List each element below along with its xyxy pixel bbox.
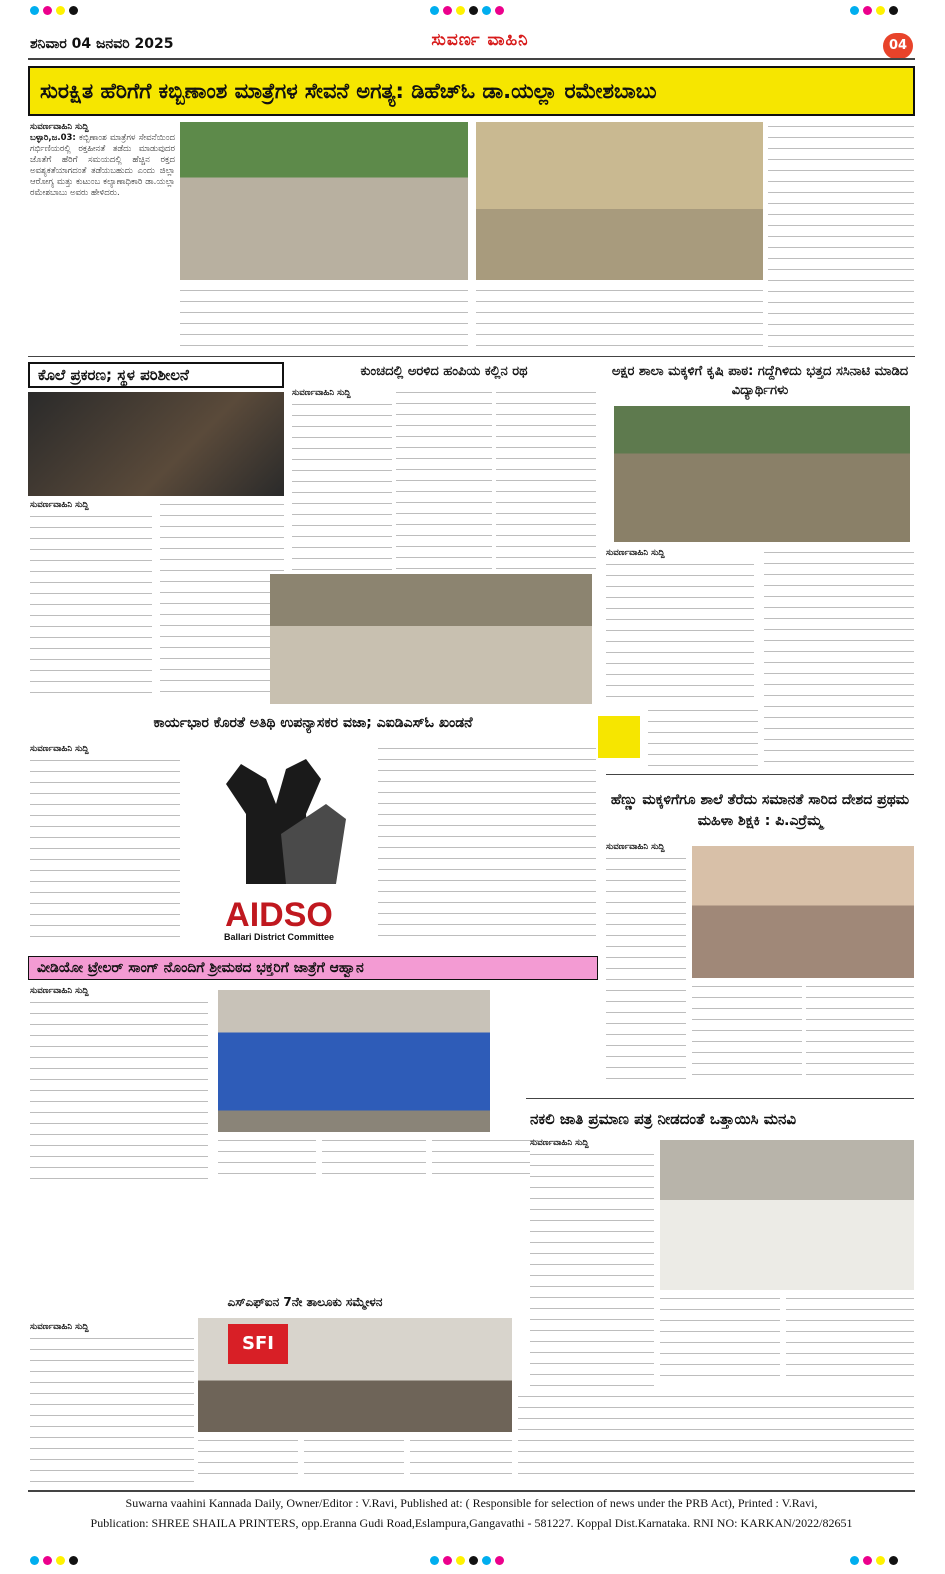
story8-photo [660,1140,914,1290]
masthead-title: ಸುವರ್ಣ ವಾಹಿನಿ [431,30,529,50]
registration-marks-top-center [430,6,520,16]
story7-body-col4 [432,1136,538,1184]
story6-body-col1 [606,854,686,1084]
registration-marks-bottom-left [30,1556,90,1566]
story3-body-col1 [292,400,392,570]
header-rule [28,58,915,60]
story9-body-col2 [198,1436,298,1482]
lead-dateline: ಬಳ್ಳಾರಿ,ಜ.03: [30,133,76,143]
lead-body-col1 [30,122,175,350]
story4-body-col1 [606,560,754,702]
story4-body-col2 [764,548,914,766]
story2-byline: ಸುವರ್ಣವಾಹಿನಿ ಸುದ್ದಿ [30,500,89,510]
story3-photo [270,574,592,704]
aidso-logo-text: AIDSO [225,896,333,934]
story2-body-col1 [30,512,152,702]
lead-photo-1 [180,122,468,280]
story7-byline: ಸುವರ್ಣವಾಹಿನಿ ಸುದ್ದಿ [30,986,89,996]
registration-marks-top-right [850,6,910,16]
story4-body-col3 [648,706,758,766]
footer-rule [28,1490,915,1492]
lead-headline: ಸುರಕ್ಷಿತ ಹೆರಿಗೆಗೆ ಕಬ್ಬಿಣಾಂಶ ಮಾತ್ರೆಗಳ ಸೇವನೆ ಅಗತ್ಯ: ಡಿಹೆಚ್‌ಓ ಡಾ.ಯಲ್ಲಾ ರಮೇಶಬಾಬು [28,66,915,116]
aidso-logo-sub: Ballari District Committee [223,932,335,942]
story9-photo [198,1318,512,1432]
story6-body-col2 [692,982,802,1084]
story3-body-col3 [496,388,596,570]
footer-imprint-line2: Publication: SHREE SHAILA PRINTERS, opp.Eranna Gudi Road,Eslampura,Gangavathi - 581227. Koppal Dist.Karnataka. RNI NO: KARKAN/2022/82651 [90,1516,853,1530]
story6-photo [692,846,914,978]
story9-byline: ಸುವರ್ಣವಾಹಿನಿ ಸುದ್ದಿ [30,1322,89,1332]
story6-byline: ಸುವರ್ಣವಾಹಿನಿ ಸುದ್ದಿ [606,842,665,852]
story8-byline: ಸುವರ್ಣವಾಹಿನಿ ಸುದ್ದಿ [530,1138,589,1148]
section-divider [28,356,915,357]
story2-headline-box [28,362,284,388]
story5-headline: ಕಾರ್ಯಭಾರ ಕೊರತೆ ಅತಿಥಿ ಉಪನ್ಯಾಸಕರ ವಜಾ; ಎಐಡಿಎಸ್‌ಓ ಖಂಡನೆ [153,715,473,731]
story7-headline: ವೀಡಿಯೋ ಟ್ರೇಲರ್ ಸಾಂಗ್ ನೊಂದಿಗೆ ಶ್ರೀಮಠದ ಭಕ್ತರಿಗೆ ಜಾತ್ರೆಗೆ ಆಹ್ವಾನ [37,960,364,976]
story3-body-col2 [396,388,492,570]
raised-fist-icon [186,744,372,894]
story9-body-col4 [410,1436,512,1482]
masthead [405,30,555,56]
story8-body-col3 [786,1294,914,1386]
story6-body-col3 [806,982,914,1084]
story7-body-col3 [322,1136,426,1184]
lead-body-col3 [476,286,763,350]
story3-headline-box [290,362,598,384]
story7-body-col1 [30,998,208,1184]
story9-body-col1 [30,1334,194,1482]
story9-body-col3 [304,1436,404,1482]
story8-rule [526,1098,914,1099]
story2-photo [28,392,284,496]
story4-photo [614,406,910,542]
registration-marks-bottom-center [430,1556,520,1566]
story7-photo [218,990,490,1132]
aidso-logo [186,744,372,942]
yellow-ad-box [598,716,640,758]
story4-headline: ಅಕ್ಷರ ಶಾಲಾ ಮಕ್ಕಳಿಗೆ ಕೃಷಿ ಪಾಠ: ಗದ್ದೆಗಿಳಿದು ಭತ್ತದ ಸಸಿನಾಟಿ ಮಾಡಿದ ವಿದ್ಯಾರ್ಥಿಗಳು [611,364,909,398]
story8-body-col1 [530,1150,654,1386]
story9-body-col5 [518,1392,914,1482]
lead-body-col2 [180,286,468,350]
story6-headline: ಹೆಣ್ಣು ಮಕ್ಕಳಿಗೆಗೂ ಶಾಲೆ ತೆರೆದು ಸಮಾನತೆ ಸಾರಿದ ದೇಶದ ಪ್ರಥಮ ಮಹಿಳಾ ಶಿಕ್ಷಕಿ : ಪಿ.ಎರ್ರೆಮ್ಮ [610,792,910,829]
story2-body-col2 [160,500,284,702]
story8-body-col2 [660,1294,780,1386]
story7-headline-box [28,956,598,980]
sfi-banner: SFI [228,1324,288,1364]
story3-headline: ಕುಂಚದಲ್ಲಿ ಅರಳಿದ ಹಂಪಿಯ ಕಲ್ಲಿನ ರಥ [360,364,528,379]
story7-body-col2 [218,1136,316,1184]
footer-imprint-line1: Suwarna vaahini Kannada Daily, Owner/Editor : V.Ravi, Published at: ( Responsible for selection of news under the PRB Act), Printed : V.Ravi, [125,1496,818,1510]
story6-rule [606,774,914,775]
registration-marks-top-left [30,6,90,16]
lead-body-text: ಕಬ್ಬಿಣಾಂಶ ಮಾತ್ರೆಗಳ ಸೇವನೆಯಿಂದ ಗರ್ಭಿಣಿಯರಲ್ಲಿ ರಕ್ತಹೀನತೆ ತಡೆದು ಮಾಡುವುದರ ಜೊತೆಗೆ ಹೆರಿಗೆ ಸಮಯದಲ್ಲಿ ಹೆಚ್ಚಿನ ರಕ್ತದ ಅವಶ್ಯಕತೆಯಾಗದಂತೆ ತಡೆಯಬಹುದು ಎಂದು ಜಿಲ್ಲಾ ಆರೋಗ್ಯ ಮತ್ತು ಕುಟುಂಬ ಕಲ್ಯಾಣಾಧಿಕಾರಿ ಡಾ.ಯಲ್ಲಾ ರಮೇಶಬಾಬು ಅವರು ಹೇಳಿದರು. [30,133,175,198]
story9-headline: ಎಸ್‌ಎಫ್‌ಐನ 7ನೇ ತಾಲೂಕು ಸಮ್ಮೇಳನ [227,1295,383,1309]
page-number: 04 [883,33,913,59]
lead-photo-2 [476,122,763,280]
story2-headline: ಕೊಲೆ ಪ್ರಕರಣ; ಸ್ಥಳ ಪರಿಶೀಲನೆ [38,366,189,384]
lead-body-col4 [768,122,914,350]
story8-headline: ನಕಲಿ ಜಾತಿ ಪ್ರಮಾಣ ಪತ್ರ ನೀಡದಂತೆ ಒತ್ತಾಯಿಸಿ ಮನವಿ [530,1110,797,1128]
lead-byline: ಸುವರ್ಣವಾಹಿನಿ ಸುದ್ದಿ [30,122,89,132]
story3-byline: ಸುವರ್ಣವಾಹಿನಿ ಸುದ್ದಿ [292,388,351,398]
registration-marks-bottom-right [850,1556,910,1566]
story5-body-col2 [378,744,596,946]
story4-byline: ಸುವರ್ಣವಾಹಿನಿ ಸುದ್ದಿ [606,548,665,558]
story5-byline: ಸುವರ್ಣವಾಹಿನಿ ಸುದ್ದಿ [30,744,89,754]
story5-body-col1 [30,756,180,946]
issue-date: ಶನಿವಾರ 04 ಜನವರಿ 2025 [30,36,174,52]
